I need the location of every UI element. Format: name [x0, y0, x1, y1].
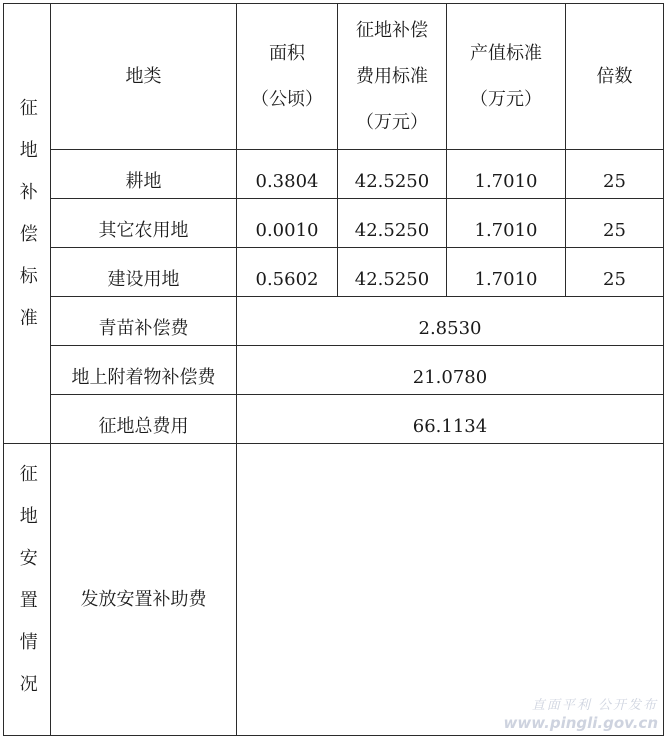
table-row-standard: 42.5250 — [354, 171, 430, 193]
section-resettlement — [4, 444, 50, 735]
header-compensation-standard: 征地补偿 费用标准 （万元） — [356, 19, 428, 133]
table-row-standard: 42.5250 — [354, 220, 430, 242]
table-row-area: 0.5602 — [255, 269, 319, 291]
table-row-area: 0.3804 — [255, 171, 319, 193]
section-compensation-standard — [4, 4, 50, 443]
table-row-multiplier: 25 — [603, 220, 626, 242]
table-row-output: 1.7010 — [474, 220, 538, 242]
watermark — [504, 698, 658, 733]
summary-value: 66.1134 — [412, 416, 488, 438]
header-area: 面积 （公顷） — [251, 42, 323, 110]
table-row-output: 1.7010 — [474, 171, 538, 193]
table-border-right — [663, 3, 664, 736]
summary-label: 青苗补偿费 — [98, 318, 189, 340]
table-row-type: 建设用地 — [107, 269, 180, 291]
watermark-url: www.pingli.gov.cn — [503, 714, 658, 733]
summary-label: 地上附着物补偿费 — [71, 367, 216, 389]
table-row-type: 耕地 — [125, 171, 162, 193]
table-row-type: 其它农用地 — [98, 220, 189, 242]
table-row-standard: 42.5250 — [354, 269, 430, 291]
table-row-multiplier: 25 — [603, 171, 626, 193]
resettlement-label: 发放安置补助费 — [80, 588, 207, 610]
watermark-text: 直面平利 公开发布 — [531, 698, 658, 713]
header-land-type: 地类 — [125, 65, 162, 87]
table-row-output: 1.7010 — [474, 269, 538, 291]
section-label: 征地安置情况 — [16, 463, 38, 716]
header-multiplier: 倍数 — [596, 65, 633, 87]
summary-label: 征地总费用 — [98, 416, 189, 438]
table-row-area: 0.0010 — [255, 220, 319, 242]
table-border-bottom — [3, 735, 663, 736]
table-row-multiplier: 25 — [603, 269, 626, 291]
header-output-value: 产值标准 （万元） — [470, 42, 542, 110]
summary-value: 21.0780 — [412, 367, 488, 389]
section-label: 征地补偿标准 — [16, 97, 38, 350]
resettlement-value — [237, 444, 663, 735]
summary-value: 2.8530 — [418, 318, 482, 340]
